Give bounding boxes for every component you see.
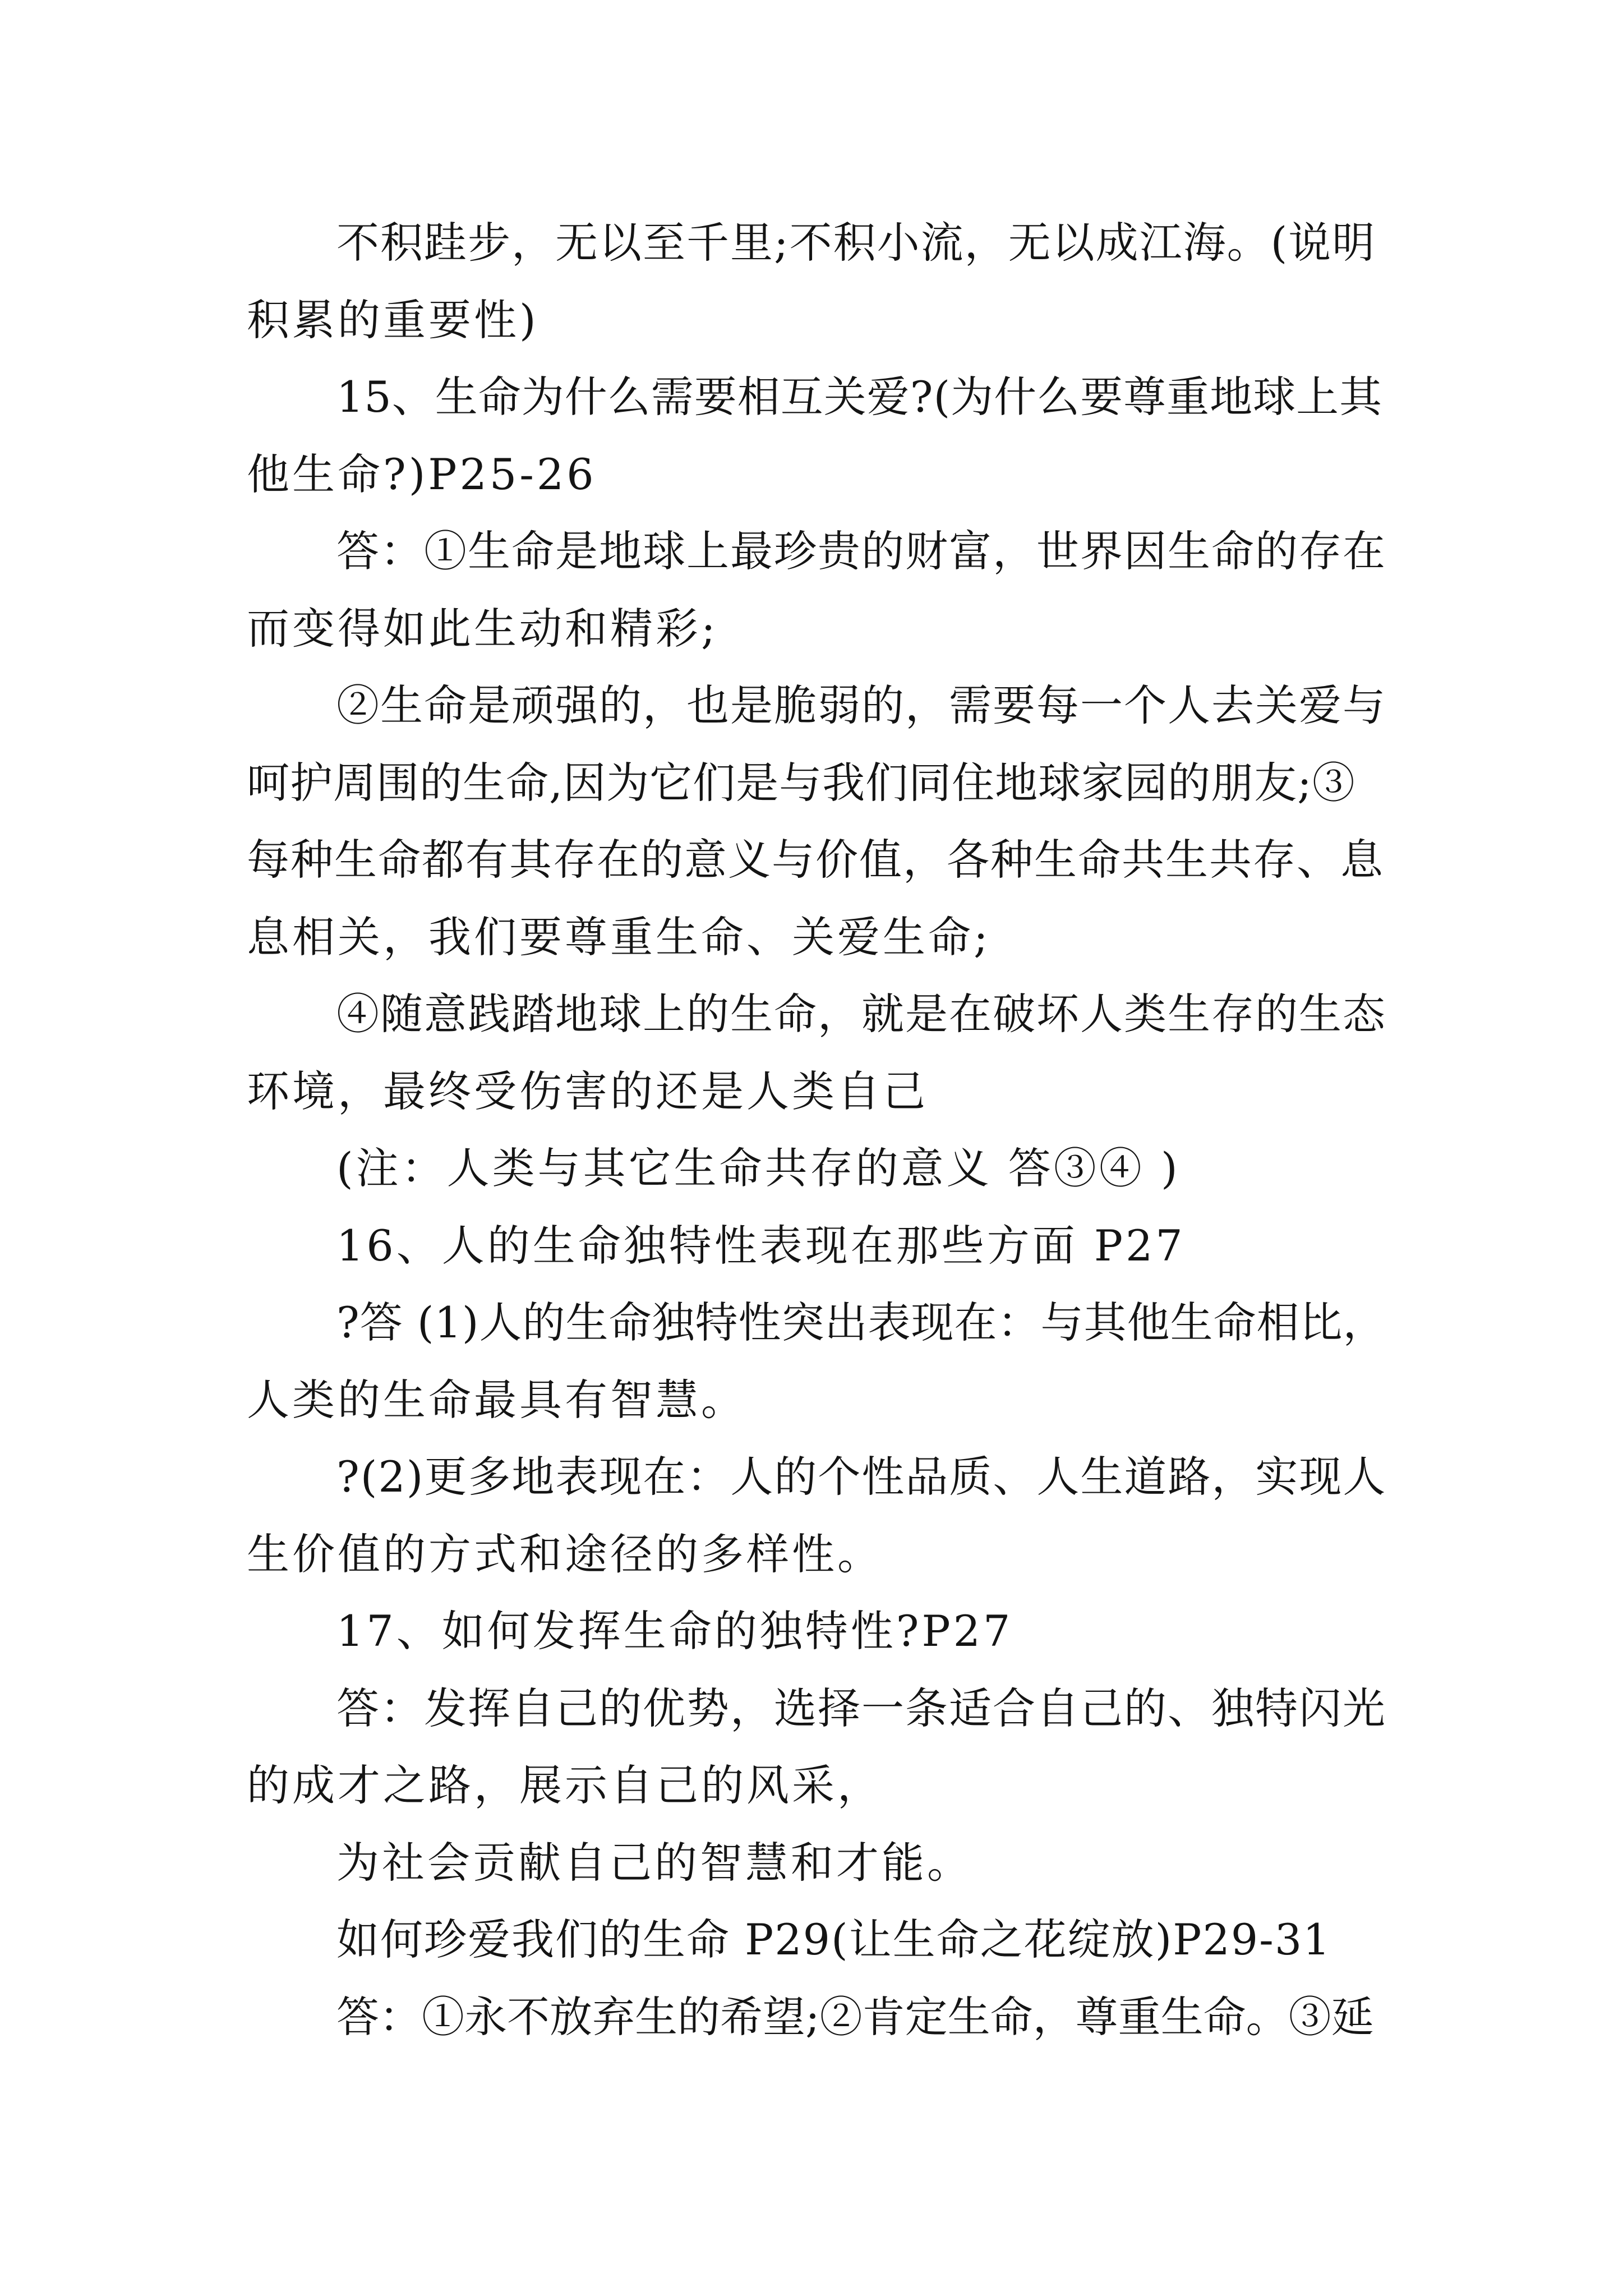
text-line: 环境，最终受伤害的还是人类自己 [247,1066,928,1116]
text-line: 15、生命为什么需要相互关爱?(为什么要尊重地球上其 [336,372,1383,422]
text-line: 答：①生命是地球上最珍贵的财富，世界因生命的存在 [336,526,1386,576]
text-line: ?(2)更多地表现在：人的个性品质、人生道路，实现人 [336,1452,1387,1502]
text-line: 生价值的方式和途径的多样性。 [247,1529,883,1579]
text-line: 不积跬步，无以至千里;不积小流，无以成江海。(说明 [336,218,1376,268]
text-line: 的成才之路，展示自己的风采， [247,1760,883,1810]
text-line: 答：①永不放弃生的希望;②肯定生命，尊重生命。③延 [336,1992,1374,2042]
text-line: ④随意践踏地球上的生命，就是在破坏人类生存的生态 [336,989,1386,1039]
text-line: 答：发挥自己的优势，选择一条适合自己的、独特闪光 [336,1683,1386,1733]
text-line: 人类的生命最具有智慧。 [247,1375,746,1425]
text-line: 17、如何发挥生命的独特性?P27 [336,1606,1013,1656]
text-line: 呵护周围的生命,因为它们是与我们同住地球家园的朋友;③ [247,758,1355,808]
text-line: 为社会贡献自己的智慧和才能。 [336,1838,972,1888]
text-line: 他生命?)P25-26 [247,449,597,499]
text-line: 如何珍爱我们的生命 P29(让生命之花绽放)P29-31 [336,1915,1331,1964]
text-line: 16、人的生命独特性表现在那些方面 P27 [336,1221,1186,1271]
text-line: (注：人类与其它生命共存的意义 答③④ ) [336,1143,1181,1193]
text-line: 每种生命都有其存在的意义与价值，各种生命共生共存、息 [247,835,1384,885]
text-line: ?答 (1)人的生命独特性突出表现在：与其他生命相比， [336,1297,1386,1347]
text-line: 积累的重要性) [247,295,539,345]
text-line: 而变得如此生动和精彩; [247,604,718,654]
text-line: ②生命是顽强的，也是脆弱的，需要每一个人去关爱与 [336,680,1386,730]
text-line: 息相关，我们要尊重生命、关爱生命; [247,912,991,962]
